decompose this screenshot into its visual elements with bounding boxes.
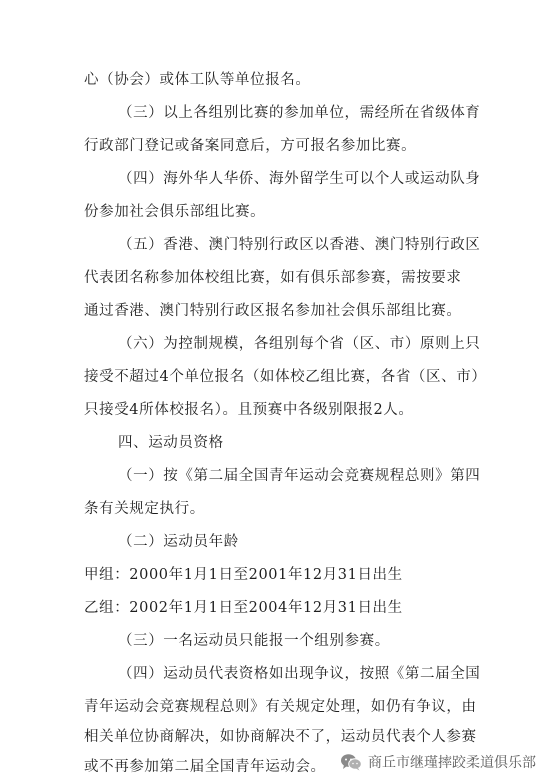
text-line: 甲组：2000年1月1日至2001年12月31日出生 xyxy=(84,567,403,583)
text-line: 只接受4所体校报名）。且预赛中各级别限报2人。 xyxy=(84,402,414,418)
wechat-watermark xyxy=(340,752,536,772)
text-line: 或不再参加第二届全国青年运动会。 xyxy=(84,759,326,775)
text-line: （六）为控制规模，各组别每个省（区、市）原则上只 xyxy=(118,336,481,352)
text-line: （五）香港、澳门特别行政区以香港、澳门特别行政区 xyxy=(118,237,481,253)
text-line: 行政部门登记或备案同意后，方可报名参加比赛。 xyxy=(84,138,417,154)
section-heading: 四、运动员资格 xyxy=(118,435,224,451)
text-line: 相关单位协商解决，如协商解决不了，运动员代表个人参赛 xyxy=(84,729,477,745)
text-line: 接受不超过4个单位报名（如体校乙组比赛，各省（区、市） xyxy=(84,369,487,385)
text-line: 通过香港、澳门特别行政区报名参加社会俱乐部组比赛。 xyxy=(84,303,462,319)
watermark-text: 商丘市继瑾摔跤柔道俱乐部 xyxy=(368,755,536,771)
text-line: 心（协会）或体工队等单位报名。 xyxy=(84,72,311,88)
wechat-icon xyxy=(340,753,362,771)
text-line: （四）运动员代表资格如出现争议，按照《第二届全国 xyxy=(118,666,481,682)
text-line: 份参加社会俱乐部组比赛。 xyxy=(84,204,266,220)
text-line: 青年运动会竞赛规程总则》有关规定处理，如仍有争议，由 xyxy=(84,699,477,715)
text-line: 代表团名称参加体校组比赛，如有俱乐部参赛，需按要求 xyxy=(84,270,462,286)
text-line: 乙组：2002年1月1日至2004年12月31日出生 xyxy=(84,600,403,616)
text-line: （二）运动员年龄 xyxy=(118,534,239,550)
text-line: （一）按《第二届全国青年运动会竞赛规程总则》第四 xyxy=(118,468,481,484)
text-line: （三）以上各组别比赛的参加单位，需经所在省级体育 xyxy=(118,105,481,121)
text-line: 条有关规定执行。 xyxy=(84,501,205,517)
text-line: （三）一名运动员只能报一个组别参赛。 xyxy=(118,633,390,649)
text-line: （四）海外华人华侨、海外留学生可以个人或运动队身 xyxy=(118,171,481,187)
